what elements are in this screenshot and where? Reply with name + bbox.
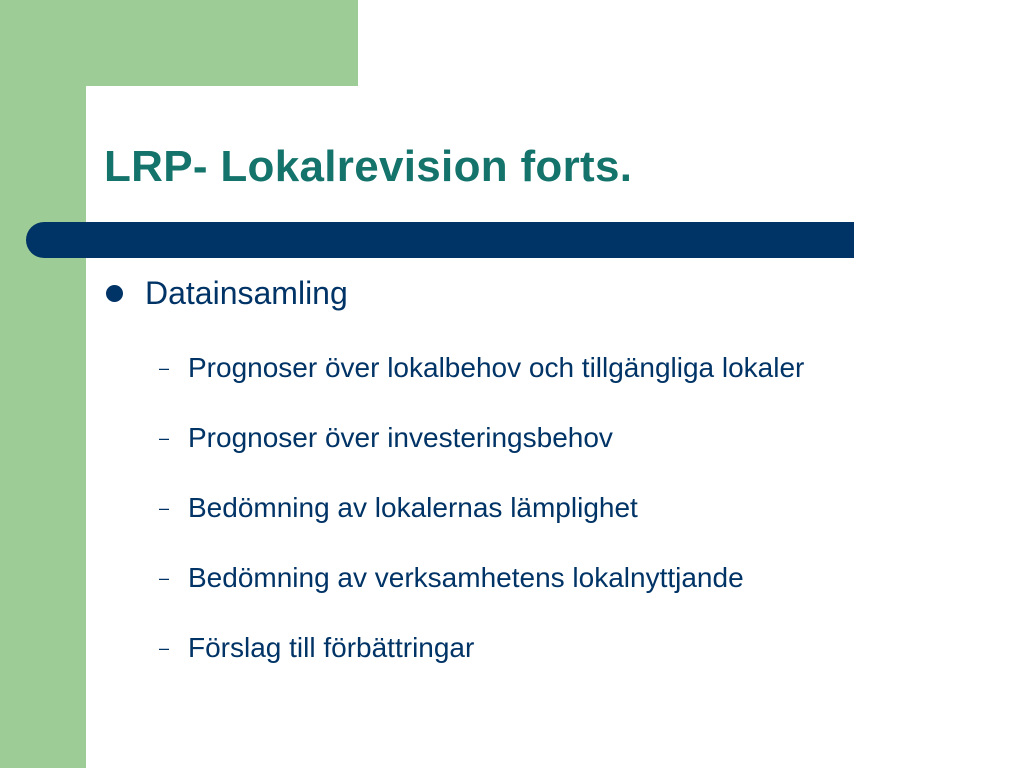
sub-bullet-item	[156, 560, 804, 596]
sub-bullet-list	[156, 350, 804, 700]
decorative-green-sidebar	[0, 0, 86, 768]
dash-icon: –	[158, 497, 169, 518]
sub-bullet-text: Förslag till förbättringar	[188, 632, 475, 663]
sub-bullet-item	[156, 490, 804, 526]
bullet-text: Datainsamling	[145, 275, 348, 311]
sub-bullet-text: Bedömning av lokalernas lämplighet	[188, 492, 638, 523]
dash-icon: –	[158, 427, 169, 448]
dash-icon: –	[158, 357, 169, 378]
sub-bullet-item	[156, 630, 804, 666]
sub-bullet-item	[156, 350, 804, 386]
bullet-item	[106, 275, 348, 312]
dash-icon: –	[158, 567, 169, 588]
sub-bullet-text: Prognoser över lokalbehov och tillgängliga lokaler	[188, 352, 805, 383]
sub-bullet-text: Bedömning av verksamhetens lokalnyttjande	[188, 562, 744, 593]
sub-bullet-item	[156, 420, 804, 456]
sub-bullet-text: Prognoser över investeringsbehov	[188, 422, 613, 453]
slide-title: LRP- Lokalrevision forts.	[104, 142, 633, 191]
title-underline-bar	[26, 222, 854, 258]
bullet-dot-icon	[106, 285, 123, 302]
dash-icon: –	[158, 637, 169, 658]
